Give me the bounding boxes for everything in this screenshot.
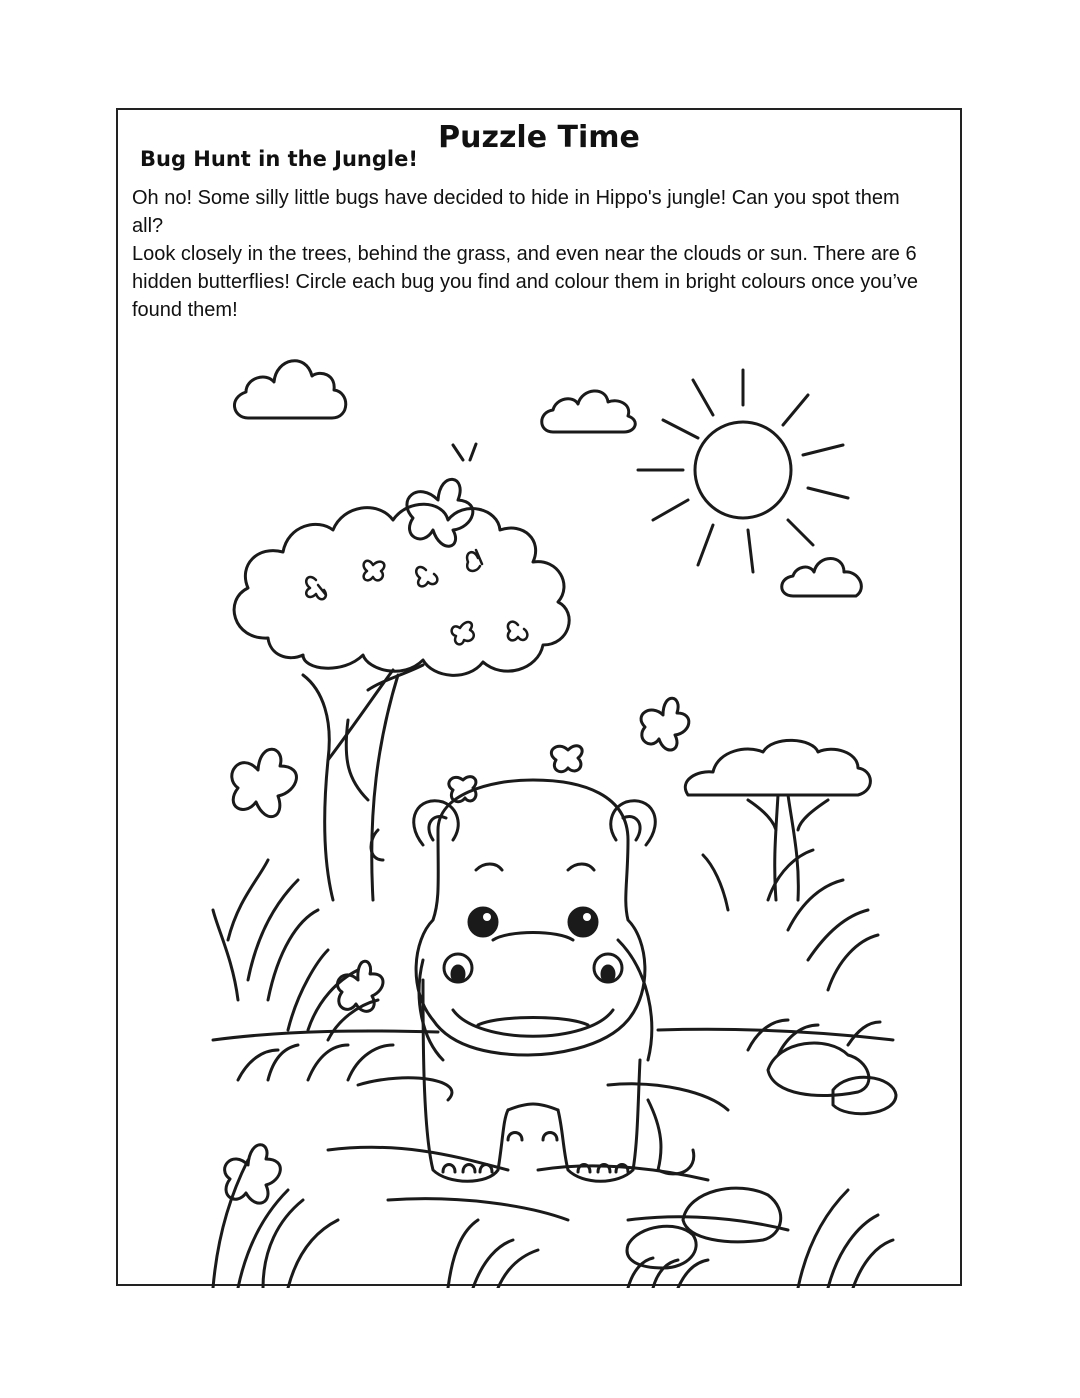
butterfly-icon [407, 444, 476, 546]
butterfly-icon [641, 698, 689, 750]
tree-icon [234, 504, 569, 900]
tree-icon [685, 740, 870, 900]
cloud-icon [234, 361, 345, 418]
page-title: Puzzle Time [438, 120, 640, 155]
grass-icon [703, 850, 880, 1055]
butterfly-icon [337, 961, 383, 1011]
butterfly-icon [306, 550, 527, 644]
coloring-illustration [208, 340, 898, 1288]
cloud-icon [542, 391, 635, 432]
grass-icon [213, 1160, 893, 1288]
instruction-paragraph-2: Look closely in the trees, behind the grass, and even near the clouds or sun. There are 6 hidden butterflies! Circle each bug you find and colour them in bright colours once you’ve found them! [132, 243, 919, 321]
instructions [132, 184, 932, 324]
grass-icon [213, 860, 393, 1080]
instruction-paragraph-1: Oh no! Some silly little bugs have decided to hide in Hippo's jungle! Can you spot them all? [132, 187, 900, 237]
activity-subtitle: Bug Hunt in the Jungle! [140, 147, 418, 171]
worksheet-frame [116, 108, 962, 1286]
pond-icon [213, 1029, 893, 1230]
butterfly-icon [551, 746, 582, 772]
cloud-icon [782, 559, 862, 597]
hippo-icon [414, 780, 694, 1181]
butterfly-icon [232, 749, 297, 816]
sun-icon [638, 370, 848, 572]
